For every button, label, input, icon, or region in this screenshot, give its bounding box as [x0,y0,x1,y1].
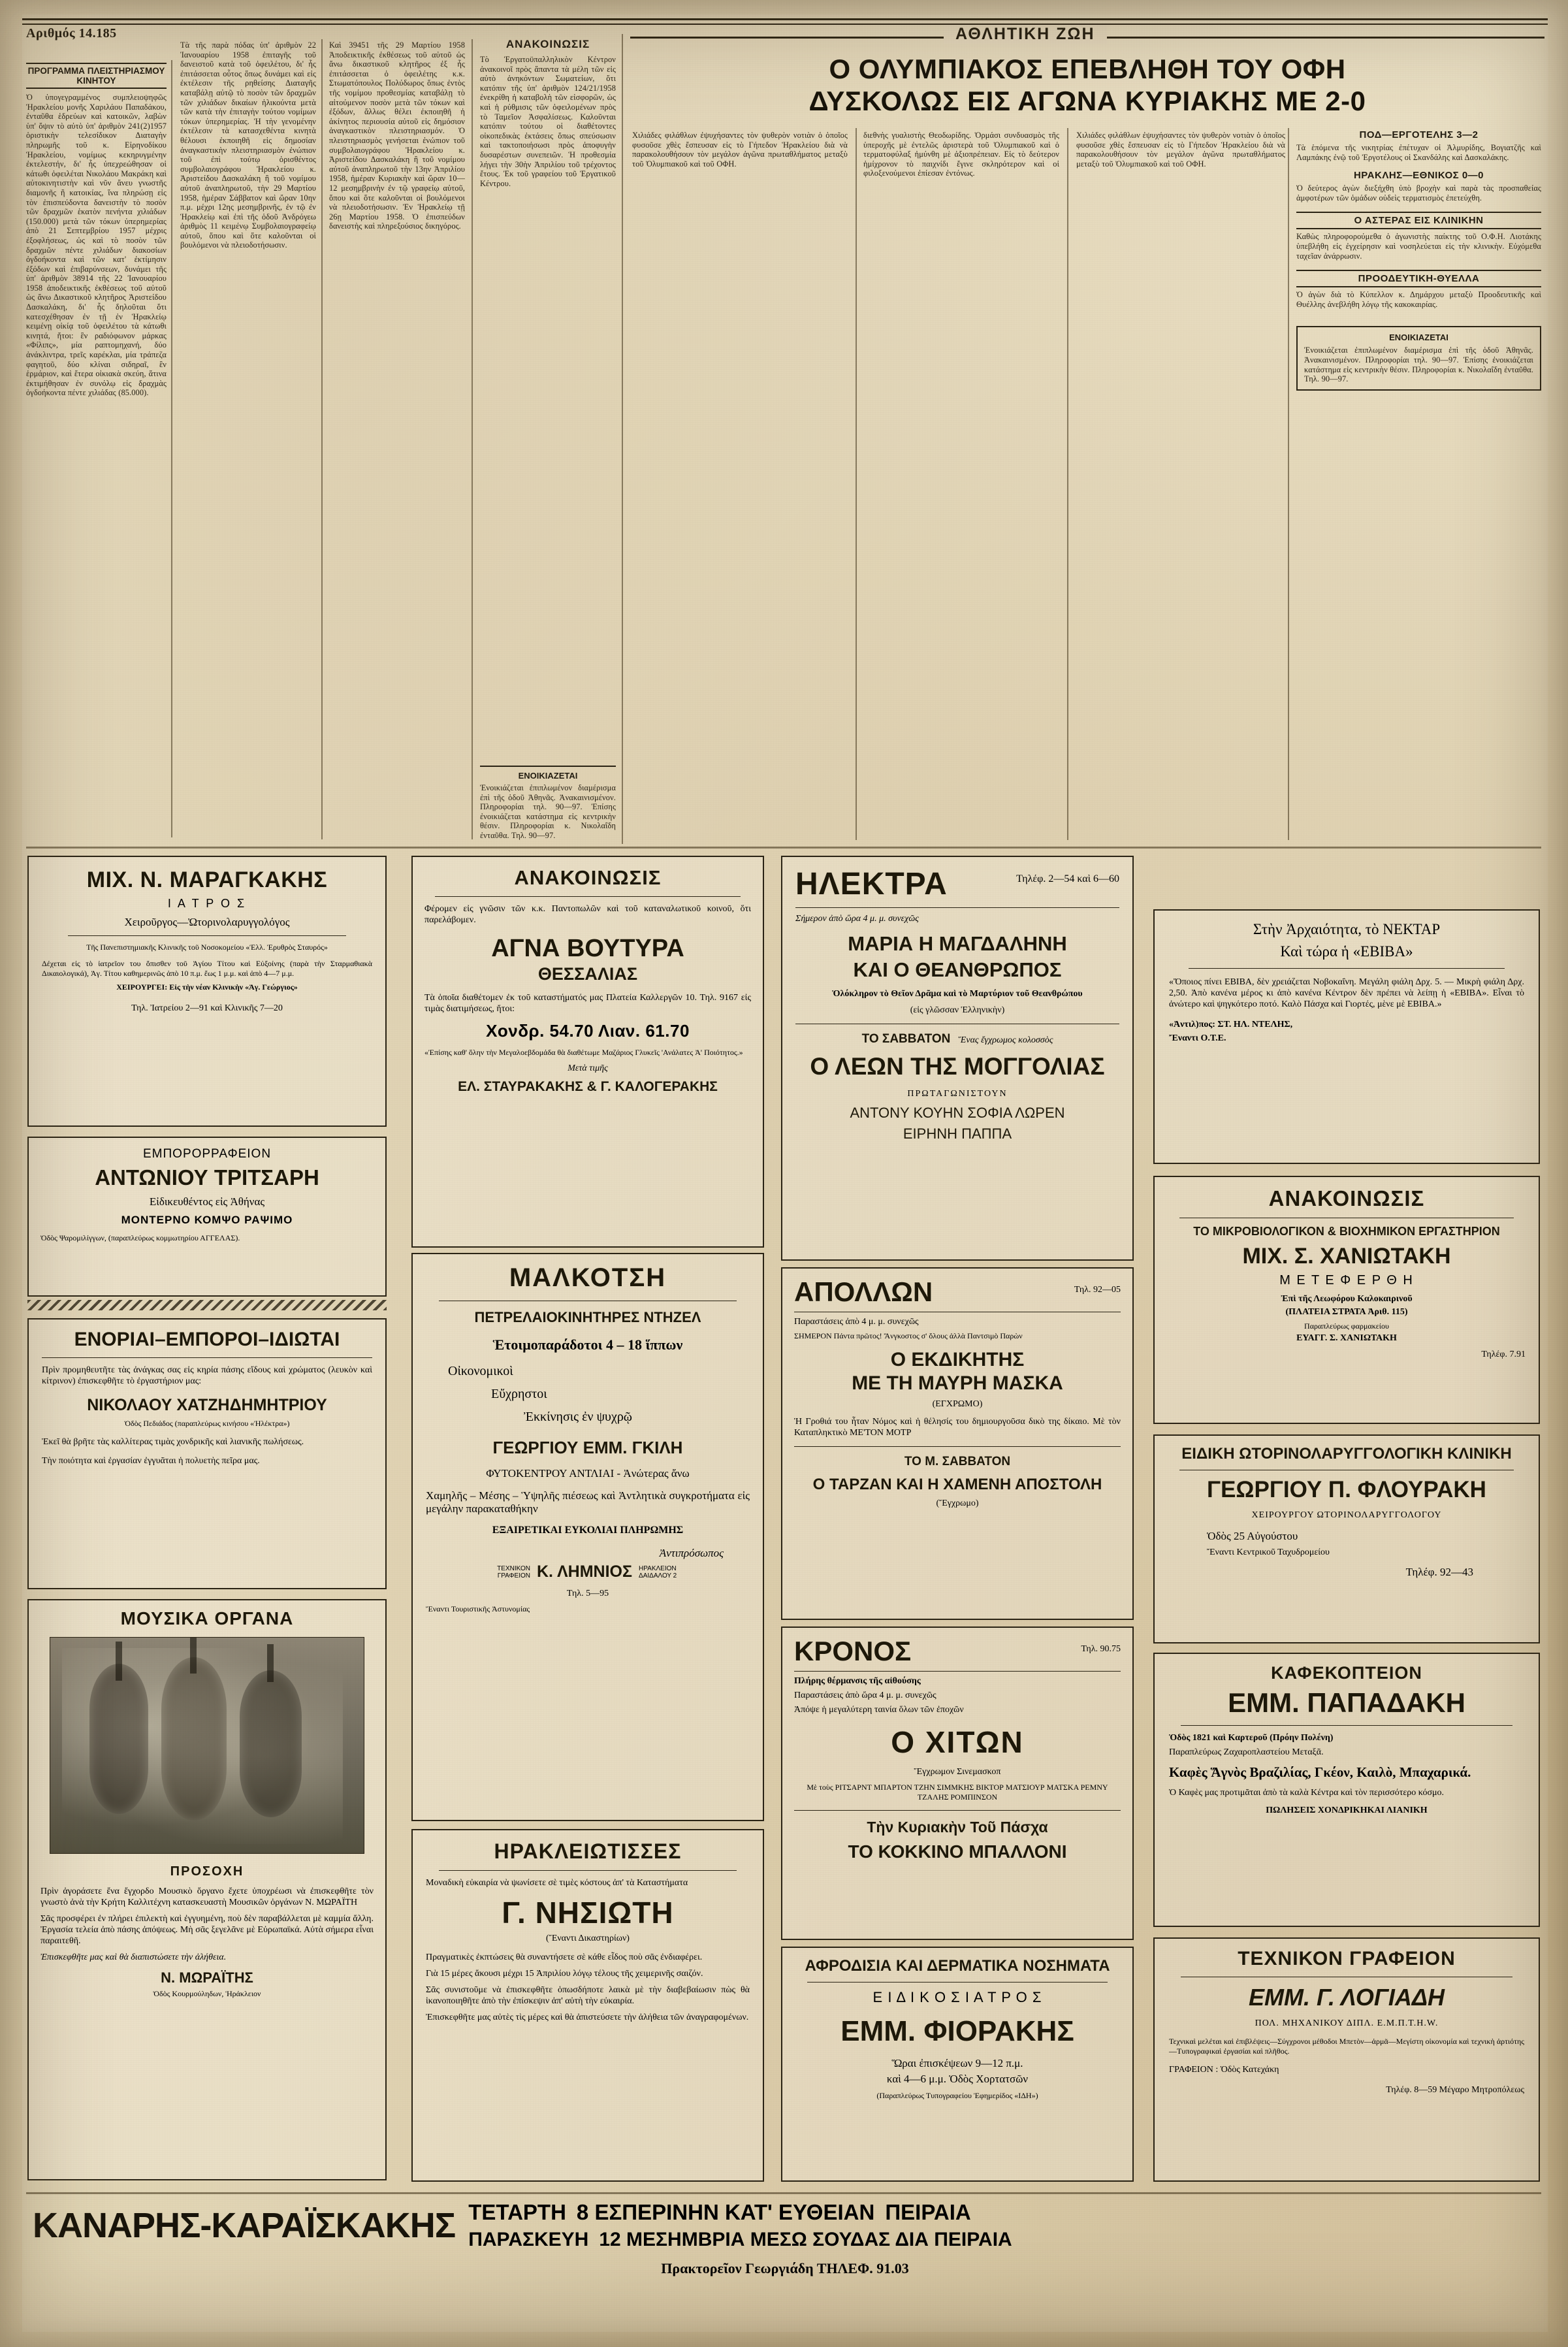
apollon-name: ΑΠΟΛΛΩΝ [794,1276,933,1307]
instruments-photo [50,1637,364,1854]
column-rule-4 [622,34,623,844]
chaniotaki-name2: ΕΥΑΓΓ. Σ. ΧΑΝΙΩΤΑΚΗ [1296,1333,1397,1343]
chaniotaki-phone: Τηλέφ. 7.91 [1481,1350,1526,1359]
doctor-phone: Τηλ. Ἰατρείου 2—91 καὶ Κλινικῆς 7—20 [131,1003,283,1013]
eviva-sign2: Ἔναντι Ο.Τ.Ε. [1169,1033,1226,1043]
ad-fiorakis [781,1947,1134,2182]
column-rule-6 [1067,128,1068,840]
eviva-body: «Ὅποιος πίνει ΕΒΙΒΑ, δὲν χρειάζεται Νοβοκαΐνη. Μεγάλη φιάλη Δρχ. 5. — Μικρὴ φιάλη Δρχ. 2,50. Ἀπὸ κανένα μέρος κι ἀπὸ κανένα Κέντρον δὲν πρέπει νὰ λείπῃ ἡ «ΕΒΙΒΑ». Εἶναι τὸ ἀνώτερο καὶ ψηγκότερο ποτό. Καλὸ Πάσχα καὶ Γιορτές, μὲνε μὲ ΕΒΙΒΑ.» [1169,977,1524,1009]
ad-cinema-apollon [781,1267,1134,1620]
papadaki-line1: Καφὲς Ἅγνὸς Βραζιλίας, Γκέον, Καιλὸ, Μπαχαρικά. [1169,1764,1471,1780]
doctor-name: ΜΙΧ. Ν. ΜΑΡΑΓΚΑΚΗΣ [86,867,328,892]
ilektra-film-desc: Ὁλόκληρον τὸ Θεῖον Δρᾶμα καὶ τὸ Μαρτύριον τοῦ Θεανθρώπου [832,989,1083,999]
kronos-cast: Μὲ τοὺς ΡΙΤΣΑΡΝΤ ΜΠΑΡΤΟΝ ΤΖΗΝ ΣΙΜΜΚΗΣ ΒΙΚΤΟΡ ΜΑΤΣΙΟΥΡ ΜΑΤΣΚΑ ΡΕΜΝΥ ΤΖΑΛΗΣ ΡΟΜΠΙΝΣΟΝ [807,1783,1108,1802]
shop-body4: Ἐπισκεφθῆτε μας αὐτὲς τὶς μέρες καὶ θὰ ἀπιστεύσετε τὴν ἀλήθεια τῶν ἀναγραφομένων. [426,2013,749,2022]
malkotsi-rep-name: Κ. ΛΗΜΝΙΟΣ [536,1562,633,1581]
subhead-iraklis: ΗΡΑΚΛΗΣ—ΕΘΝΙΚΟΣ 0—0 [1353,170,1484,182]
ad-mousika-organa [27,1599,387,2180]
ad-cinema-ilektra [781,856,1134,1261]
apollon-shows: Παραστάσεις ἀπὸ 4 μ. μ. συνεχῶς [794,1317,919,1327]
fiorakis-hours2: καὶ 4—6 μ.μ. Ὁδὸς Χορτατσῶν [886,2073,1029,2085]
logiadi-kicker: ΤΕΧΝΙΚΟΝ ΓΡΑΦΕΙΟΝ [1238,1948,1456,1969]
ad-irakleiotisses [411,1829,764,2182]
ilektra-film1: ΜΑΡΙΑ Η ΜΑΓΔΑΛΗΝΗ [848,932,1067,955]
sports-column-2: διεθνὴς γυαλιστὴς Θεοδωρίδης. Ὁρμάσι συνδυασμὸς τῆς ὑπεροχῆς μὲ ἐντελῶς ἀριστερὰ τοῦ Ὀλυμπιακοῦ καὶ ὁ τερματοφύλαξ ἠμύνθη μὲ ἀξιοπρέπειαν. Εἰς τὸ δεύτερον ἡμίχρονον τὸ παιχνίδι ἔγινε σκληρότερον καὶ οἱ φιλοξενούμενοι ἐπίεσαν ἐντόνως. [863,131,1059,178]
tailor-kicker: ΕΜΠΟΡΟΡΡΑΦΕΙΟΝ [142,1147,272,1161]
shop-title: ΗΡΑΚΛΕΙΩΤΙΣΣΕΣ [494,1839,682,1863]
rent-notice-heading: ΕΝΟΙΚΙΑΖΕΤΑΙ [1389,332,1448,343]
instruments-attention: ΠΡΟΣΟΧΗ [170,1864,244,1879]
issue-number: Αριθμός 14.185 [26,26,117,40]
chaniotaki-addr2: (ΠΛΑΤΕΙΑ ΣΤΡΑΤΑ Ἀριθ. 115) [1285,1307,1408,1317]
malkotsi-name: ΓΕΩΡΓΙΟΥ ΕΜΜ. ΓΚΙΛΗ [492,1438,683,1457]
apollon-today: ΣΗΜΕΡΟΝ Πάντα πρῶτος! Ἄνγκοστος σ' ὅλους ἀλλὰ Παντσιμὸ Παρὼν [794,1331,1023,1340]
kronos-sun-label: Τὴν Κυριακὴν Τοῦ Πάσχα [867,1819,1048,1836]
news-column-3: Καὶ 39451 τῆς 29 Μαρτίου 1958 Ἀποδεικτικῆς ἐκθέσεως τοῦ αὐτοῦ ὡς ἄνω δικαστικοῦ κλητῆρος ἐξ ἧς ἐπιτάσσεται ὁ ὀφειλέτης κ.κ. Στωματόπουλος Πολύδωρος ὅπως ἐντὸς τῆς νομίμου προθεσμίας καταβάλῃ τὸ αἰτούμενον ποσὸν μετὰ τῶν τόκων καὶ ἐξόδων, ἄλλως θέλει ἐκποιηθῆ ἡ ἀκίνητος περιουσία αὐτοῦ εἰς δημόσιον ἀναγκαστικὸν πλειστηριασμόν. Ὁ πλειστηριασμὸς γενήσεται ἐνώπιον τοῦ συμβολαιογράφου Ἡρακλείου κ. Ἀριστείδου Δασκαλάκη ἢ τοῦ νομίμου αὐτοῦ ἀναπληρωτοῦ τὴν 13ην Ἀπριλίου 1958, ἡμέραν Κυριακὴν καὶ ὥραν 10—12 μεσημβρινὴν ἐν τῷ γραφείῳ αὐτοῦ, ὅπου καὶ ὅτε καλοῦνται οἱ βουλόμενοι νὰ πλειοδοτήσωσιν. Ἐν Ἡρακλείῳ τῇ 26ῃ Μαρτίου 1958. Ὁ ἐπισπεύδων δανειστὴς καὶ πληρεξούσιος δικηγόρος. [329,40,465,231]
chaniotaki-lab-line: ΤΟ ΜΙΚΡΟΒΙΟΛΟΓΙΚΟΝ & ΒΙΟΧΗΜΙΚΟΝ ΕΡΓΑΣΤΗΡΙΟΝ [1193,1225,1500,1238]
apollon-film1-desc: Ἡ Γροθιά του ἦταν Νόμος καὶ ἡ θέλησίς του δημιουργοῦσα δικὸ της δίκαιο. Μὲ τὸν Καταπληκτικὸ ΜΕ'ΤΟΝ ΜΟΤΡ [794,1417,1121,1438]
ad-tritsaris [27,1137,387,1297]
chaniotaki-addr1: Ἐπὶ τῆς Λεωφόρου Καλοκαιρινοῦ [1281,1294,1413,1304]
doctor-hours: Δέχεται εἰς τὸ ἰατρεῖον του ὄπισθεν τοῦ Ἁγίου Τίτου καὶ Εὐξοίνης (παρὰ τὴν Σταρμαθιακὰ Δικαιολογικά), Ἁγ. Τίτου καθημερινῶς ἀπὸ 10 π.μ. ἕως 1 μ.μ. καὶ ἀπὸ 4—7 μ.μ. [42,959,372,978]
butter-announcement-heading: ΑΝΑΚΟΙΝΩΣΙΣ [514,866,662,889]
logiadi-phone: Τηλέφ. 8—59 Μέγαρο Μητροπόλεως [1386,2085,1524,2095]
malkotsi-line5: ΦΥΤΟΚΕΝΤΡΟΥ ΑΝΤΛΙΑΙ - Ἀνώτερας ἄνω [486,1467,690,1480]
kronos-line1: Πλήρης θέρμανσις τῆς αἰθούσης [794,1676,921,1686]
rent-notice-body: Ἐνοικιάζεται ἐπιπλωμένον διαμέρισμα ἐπὶ τῆς ὁδοῦ Ἀθηνᾶς. Ἀνακαινισμένον. Πληροφορίαι τηλ. 90—97. Ἐπίσης ἐνοικιάζεται κατάστημα εἰς κεντρικὴν θέσιν. Πληροφορίαι κ. Νικολαΐδη ἐνταῦθα. Τηλ. 90—97. [1304,346,1533,384]
eviva-line1: Στὴν Ἀρχαιότητα, τὸ ΝΕΚΤΑΡ [1253,921,1441,937]
flourakis-name: ΓΕΩΡΓΙΟΥ Π. ΦΛΟΥΡΑΚΗ [1207,1477,1486,1502]
kronos-sun-film: ΤΟ ΚΟΚΚΙΝΟ ΜΠΑΛΛΟΝΙ [848,1841,1067,1862]
top-rule [22,18,1548,20]
ilektra-film1b: ΚΑΙ Ο ΘΕΑΝΘΡΩΠΟΣ [853,958,1062,981]
kronos-film: Ο ΧΙΤΩΝ [891,1725,1024,1759]
ilektra-sat-desc: Ἕνας ἔγχρωμος κολοσσὸς [958,1035,1053,1045]
subhead-clinic: Ο ΑΣΤΕΡΑΣ ΕΙΣ ΚΛΙΝΙΚΗΝ [1296,212,1541,229]
section-divider [26,847,1541,849]
kronos-phone: Τηλ. 90.75 [1081,1644,1121,1654]
malkotsi-line7: ΕΞΑΙΡΕΤΙΚΑΙ ΕΥΚΟΛΙΑΙ ΠΛΗΡΩΜΗΣ [492,1525,684,1536]
doctor-surgery: ΧΕΙΡΟΥΡΓΕΙ: Εἰς τὴν νέαν Κλινικὴν «Ἁγ. Γεώργιος» [116,982,298,992]
logiadi-body: Τεχνικαὶ μελέται καὶ ἐπιβλέψεις—Σύγχρονοι μέθοδοι Μπετὸν—ἀρμᾶ—Μεγίστη οἰκονομία καὶ τεχνικὴ ἀρτιότης—Τυπογραφικαὶ ἐργασίαι καὶ πλῆθος. [1169,2037,1524,2056]
malkotsi-phone: Τηλ. 5—95 [566,1589,609,1598]
ad-chaniotaki [1153,1176,1540,1424]
apollon-film1-l2: ΜΕ ΤΗ ΜΑΥΡΗ ΜΑΣΚΑ [852,1372,1063,1394]
ad-malkotsi [411,1253,764,1821]
candles-line1: Ἐκεῖ θὰ βρῆτε τὰς καλλίτερας τιμὰς χονδρικῆς καὶ λιανικῆς πωλήσεως. [42,1437,304,1447]
shop-address: (Ἔναντι Δικαστηρίων) [546,1934,630,1943]
butter-note: «Ἐπίσης καθ' ὅλην τὴν Μεγαλοεβδομάδα θὰ διαθέτωμε Μαζάριος Γλυκεῖς 'Ανάλατες Ἀ' Ποιότητος.» [424,1048,743,1057]
announcement-body: Τὸ Ἐργατοϋπαλληλικὸν Κέντρον ἀνακοινοῖ πρὸς ἅπαντα τὰ μέλη τῶν εἰς αὐτὸ ἀνηκόντων Σωματείων, ὅτι κατόπιν τῆς ὑπ' ἀριθμὸν 124/21/1958 ἐνεκρίθη ἡ καταβολὴ τῶν εἰσφορῶν, ὡς καὶ ἡ ρύθμισις τῶν ὀφειλομένων πρὸς τὸ Ταμεῖον Ἀσφαλίσεως. Καλοῦνται κατόπιν τούτου οἱ διαθέτοντες οἰκοπεδικὰς ἐκτάσεις ὅπως σπεύσωσιν καὶ τακτοποιήσωσι πρὸς ἀποφυγὴν δυσαρέστων συνεπειῶν. Ἡ προθεσμία λήγει τὴν 30ὴν Ἀπριλίου τοῦ τρέχοντος ἔτους. Ἐκ τοῦ γραφείου τοῦ Ἐργατικοῦ Κέντρου. [480,55,616,188]
ad-enoriai [27,1318,387,1589]
ilektra-cast: ΑΝΤΟΝΥ ΚΟΥΗΝ ΣΟΦΙΑ ΛΩΡΕΝ [850,1105,1065,1121]
auction-program-title: ΠΡΟΓΡΑΜΜΑ ΠΛΕΙΣΤΗΡΙΑΣΜΟΥ ΚΙΝΗΤΟΥ [26,63,167,89]
ad-eviva [1153,909,1540,1164]
doctor-role: Ι Α Τ Ρ Ο Σ [167,897,247,910]
sports-lead: Χιλιάδες φιλάθλων ἐψυχήσαντες τὸν ψυθερὸν νοτιὰν ὁ ὁποῖος φυσοῦσε χθὲς ἔσπευσαν εἰς τὸ Γήπεδον Ἡρακλείου διὰ νὰ παρακολουθήσουν τὸν μεγάλον ἀγῶνα πρωταθλήματος μεταξὺ τοῦ Ὀλυμπιακοῦ καὶ τοῦ ΟΦΗ. [632,131,848,169]
papadaki-name: ΕΜΜ. ΠΑΠΑΔΑΚΗ [1228,1687,1465,1718]
malkotsi-rep-label: Ἀντιπρόσωπος [659,1547,724,1559]
candles-intro: Πρὶν προμηθευτῆτε τὰς ἀνάγκας σας εἰς κηρία πάσης εἴδους καὶ χρώματος (λευκὸν καὶ κίτρινον) ἐπισκεφθῆτε τὸ ἐργαστήριον μας: [42,1365,372,1386]
instruments-name: Ν. ΜΩΡΑΪΤΗΣ [161,1969,253,1986]
malkotsi-title: ΜΑΛΚΟΤΣΗ [509,1263,667,1292]
apollon-sat-film: Ο ΤΑΡΖΑΝ ΚΑΙ Η ΧΑΜΕΝΗ ΑΠΟΣΤΟΛΗ [812,1476,1102,1493]
ilektra-film-lang: (εἰς γλῶσσαν Ἑλληνικὴν) [910,1005,1005,1015]
for-rent-body: Ἐνοικιάζεται ἐπιπλωμένον διαμέρισμα ἐπὶ τῆς ὁδοῦ Ἀθηνᾶς. Ἀνακαινισμένον. Πληροφορίαι τηλ. 90—97. Ἐπίσης ἐνοικιάζεται κατάστημα εἰς κεντρικὴν θέσιν. Πληροφορίαι κ. Νικολαΐδη ἐνταῦθα. Τηλ. 90—97. [480,783,616,840]
instruments-body3: Ἐπισκεφθῆτε μας καὶ θὰ διαπιστώσετε τὴν ἀλήθεια. [40,1952,227,1962]
ship-time1: 8 ΕΣΠΕΡΙΝΗΝ ΚΑΤ' ΕΥΘΕΙΑΝ [576,2200,875,2224]
chaniotaki-name: ΜΙΧ. Σ. ΧΑΝΙΩΤΑΚΗ [1242,1244,1451,1269]
ilektra-cast-label: ΠΡΩΤΑΓΩΝΙΣΤΟΥΝ [907,1089,1008,1099]
butter-title1: ΑΓΝΑ ΒΟΥΤΥΡΑ [491,935,684,962]
ilektra-sat-film: Ο ΛΕΩΝ ΤΗΣ ΜΟΓΓΟΛΙΑΣ [810,1053,1105,1080]
clinic-text: Καθὼς πληροφορούμεθα ὁ ἀγωνιστὴς παίκτης τοῦ Ο.Φ.Η. Λιοτάκης ὑπεβλήθη εἰς ἐγχείρησιν καὶ νοσηλεύεται εἰς τὴν κλινικὴν. Εὐχόμεθα ταχεῖαν ἀνάρρωσιν. [1296,232,1541,261]
pod-text: Τὰ ἑπόμενα τῆς νικητρίας ἐπέτυχαν οἱ Ἀλμυρίδης, Βογιατζῆς καὶ Λαμπάκης ἐνῷ τοῦ Ἐργοτέλους οἱ Σκανδάλης καὶ Δασκαλάκης. [1296,143,1541,162]
malkotsi-line1: Ἑτοιμοπαράδοτοι 4 – 18 ἵππων [492,1336,683,1353]
candles-address: Ὁδὸς Πεδιάδος (παραπλεύρως κινήσου «Ἠλέκτρα») [124,1419,290,1428]
fiorakis-name: ΕΜΜ. ΦΙΟΡΑΚΗΣ [840,2015,1074,2047]
apollon-sat-note: (Ἔγχρωμο) [936,1498,979,1508]
instruments-body: Πρὶν ἀγοράσετε ἕνα ἔγχορδο Μουσικὸ ὄργανο ἔχετε ὑποχρέωσι νὰ ἐπισκεφθῆτε τὸν γνωστὸ ἀνὰ τὴν Κρήτη Καλλιτέχνη κατασκευαστὴ Μουσικῶν ὀργάνων Ν. ΜΩΡΑΪΤΗ [40,1886,374,1907]
shop-name: Γ. ΝΗΣΙΩΤΗ [502,1896,674,1930]
apollon-phone: Τηλ. 92—05 [1074,1285,1121,1295]
chaniotaki-near: Παραπλεύρως φαρμακείου [1304,1321,1389,1331]
thyella-text: Ὁ ἀγὼν διὰ τὸ Κύπελλον κ. Δημάρχου μεταξὺ Προοδευτικῆς καὶ Θυέλλης ἀνεβλήθη λόγῳ τῆς κακοκαιρίας. [1296,290,1541,309]
instruments-title: ΜΟΥΣΙΚΑ ΟΡΓΑΝΑ [120,1608,294,1628]
kronos-line2: Παραστάσεις ἀπὸ ὥρα 4 μ. μ. συνεχῶς [794,1691,936,1700]
column-rule-2 [321,39,323,839]
malkotsi-foot: Ἔναντι Τουριστικῆς Ἀστυνομίας [426,1604,530,1613]
ship-day1: ΤΕΤΑΡΤΗ [468,2200,566,2224]
fiorakis-hours1: Ὥραι ἐπισκέψεων 9—12 π.μ. [891,2057,1023,2069]
shop-body2: Γιὰ 15 μέρες ἄκουσι μέχρι 15 Ἀπριλίου λόγῳ τέλους τῆς χειμερινῆς σαιζόν. [426,1969,703,1979]
malkotsi-line6: Χαμηλῆς – Μέσης – Ὑψηλῆς πιέσεως καὶ Ἀντλητικὰ συγκροτήματα εἰς μεγάλην παρακαταθήκην [426,1489,750,1515]
malkotsi-line2: Οἰκονομικοὶ [448,1364,513,1378]
subhead-thyella: ΠΡΟΟΔΕΥΤΙΚΗ-ΘΥΕΛΛΑ [1296,270,1541,287]
butter-mid: Μετὰ τιμῆς [568,1063,608,1073]
iraklis-text: Ὁ δεύτερος ἀγὼν διεξήχθη ὑπὸ βροχὴν καὶ παρὰ τὰς προσπαθείας ἀμφοτέρων τῶν ὁμάδων οὐδεὶς τερματισμὸς ἐπετεύχθη. [1296,184,1541,202]
flourakis-title: ΕΙΔΙΚΗ ΩΤΟΡΙΝΟΛΑΡΥΓΓΟΛΟΓΙΚΗ ΚΛΙΝΙΚΗ [1181,1445,1512,1463]
ilektra-phone: Τηλέφ. 2—54 καὶ 6—60 [1016,873,1119,884]
tailor-line1: Εἰδικευθέντος εἰς Ἀθήνας [149,1195,265,1208]
column-rule-1 [171,60,172,837]
news-column-2: Τὰ τῆς παρὰ πόδας ὑπ' ἀριθμὸν 22 Ἰανουαρίου 1958 ἐπιταγῆς τοῦ δανειστοῦ κατὰ τοῦ ὀφειλέτου, δι' ἧς ἐπιτάσσεται οὗτος ὅπως δυνάμει καὶ εἰς ἐκτέλεσιν τῆς ρηθείσης Διαταγῆς καταβάλῃ αὐτῷ τὸ ποσὸν τῶν δραχμῶν τῶν χιλιάδων δικαίων ἡλικούντα μετὰ τῶν κατὰ τὴν ἐπιταγὴν τούτου νομίμων τόκων ὑπερημερίας. Ἡ τὴν γενομένην ἐκτέλεσιν τὰ κατασχεθέντα κινητὰ θέλουσι ἐκποιηθῆ εἰς δημοσίαν ἀναγκαστικὴν πλειστηριασμὸν ἐνώπιον τοῦ ἐπὶ τούτῳ ὁρισθέντος συμβολαιογράφου Ἡρακλείου κ. Ἀριστείδου Δασκαλάκη ἢ τοῦ νομίμου αὐτοῦ ἀναπληρωτοῦ, τὴν 29 Μαρτίου 1958, ἡμέραν Σάββατον καὶ ὥραν 10ην π.μ. μέχρι 12ης μεσημβρινῆς, ἐν τῷ ἐν Ἡρακλείῳ καὶ ἐπὶ τῆς ὁδοῦ Ἀνδρόγεω ἀριθμὸς 11 κειμένῳ Συμβολαιογραφείῳ αὐτοῦ, ὅπου καὶ ὅτε καλοῦνται οἱ βουλόμενοι νὰ πλειοδοτήσωσιν. [180,40,316,250]
doctor-hospital: Τῆς Πανεπιστημιακῆς Κλινικῆς τοῦ Νοσοκομείου «Ἑλλ. Ἐρυθρὸς Σταυρός» [86,943,328,952]
tailor-address: Ὁδὸς Ψαρομιλίγγων, (παραπλεύρως κομμωτηρίου ΑΓΓΕΛΑΣ). [40,1233,240,1242]
kronos-film-note: Ἔγχρωμον Σινεμασκοπ [914,1767,1001,1777]
candles-line2: Τὴν ποιότητα καὶ ἐργασίαν ἐγγυᾶται ἡ πολυετὴς πεῖρα μας. [42,1456,260,1466]
fiorakis-address: (Παραπλεύρως Τυπογραφείου Ἐφημερίδος «ΙΔΗ») [876,2091,1038,2100]
butter-body: Τὰ ὁποῖα διαθέτομεν ἐκ τοῦ καταστήματός μας Πλατεία Καλλεργῶν 10. Τηλ. 9167 εἰς τιμὰς διατιμήσεως, ἤτοι: [424,993,751,1014]
ad-cinema-kronos [781,1627,1134,1940]
zigzag-divider [27,1300,387,1310]
apollon-sat-label: ΤΟ Μ. ΣΑΒΒΑΤΟΝ [904,1455,1011,1468]
malkotsi-sub: ΠΕΤΡΕΛΑΙΟΚΙΝΗΤΗΡΕΣ ΝΤΗΖΕΛ [474,1309,701,1325]
announcement-heading: ΑΝΑΚΟΙΝΩΣΙΣ [505,38,590,50]
ad-shipping-banner [27,2200,1543,2298]
column-rule-5 [856,128,857,840]
ilektra-name: ΗΛΕΚΤΡΑ [795,867,948,901]
fiorakis-title: ΑΦΡΟΔΙΣΙΑ ΚΑΙ ΔΕΡΜΑΤΙΚΑ ΝΟΣΗΜΑΤΑ [805,1957,1110,1975]
malkotsi-line4: Ἐκκίνησις ἐν ψυχρῷ [524,1410,632,1424]
chaniotaki-moved: Μ Ε Τ Ε Φ Ε Ρ Θ Η [1279,1273,1414,1287]
tailor-name: ΑΝΤΩΝΙΟΥ ΤΡΙΤΣΑΡΗ [95,1165,319,1190]
papadaki-line2: Ὁ Καφὲς μας προτιμᾶται ἀπὸ τὰ καλὰ Κέντρα καὶ τὸν περισσότερο κόσμο. [1169,1788,1444,1798]
ship-dest1: ΠΕΙΡΑΙΑ [885,2200,971,2224]
doctor-spec: Χειροῦργος—Ὠτορινολαρυγγολόγος [124,916,290,928]
chaniotaki-heading: ΑΝΑΚΟΙΝΩΣΙΣ [1268,1186,1425,1210]
ad-papadaki [1153,1653,1540,1927]
ship-names: ΚΑΝΑΡΗΣ-ΚΑΡΑΪΣΚΑΚΗΣ [33,2206,456,2245]
logiadi-role: ΠΟΛ. ΜΗΧΑΝΙΚΟΥ ΔΙΠΛ. Ε.Μ.Π.Τ.Η.W. [1255,2018,1439,2028]
shop-body: Πραγματικὲς ἐκπτώσεις θὰ συναντήσετε σὲ κάθε εἶδος ποὺ σᾶς ἐνδιαφέρει. [426,1952,703,1962]
ad-logiadi [1153,1937,1540,2182]
tailor-line2: ΜΟΝΤΕΡΝΟ ΚΟΜΨΟ ΡΑΨΙΜΟ [121,1214,293,1226]
subhead-pod: ΠΟΔ—ΕΡΓΟΤΕΛΗΣ 3—2 [1359,129,1479,140]
papadaki-address: Ὁδὸς 1821 καὶ Καρτεροῦ (Πρόην Πολένη) [1169,1733,1334,1743]
column-rule-3 [472,39,473,839]
butter-sub: Φέρομεν εἰς γνῶσιν τῶν κ.κ. Παντοπωλῶν καὶ τοῦ καταναλωτικοῦ κοινοῦ, ὅτι παρελάβομεν. [424,904,751,925]
ad-maragkakis [27,856,387,1127]
column-rule-7 [1288,128,1289,840]
kronos-line3: Ἀπόψε ἡ μεγαλύτερη ταινία ὅλων τῶν ἐποχῶν [794,1705,964,1715]
sports-section-title: ΑΘΛΗΤΙΚΗ ΖΩΗ [944,25,1107,44]
flourakis-addr2: Ἔναντι Κεντρικοῦ Ταχυδρομείου [1207,1547,1330,1557]
flourakis-role: ΧΕΙΡΟΥΡΓΟΥ ΩΤΟΡΙΝΟΛΑΡΥΓΓΟΛΟΓΟΥ [1251,1510,1442,1520]
shop-body3: Σᾶς συνιστοῦμε νὰ ἐπισκεφθῆτε ὁπωσδήποτε λαικὰ μὲ τὴν διαβεβαίωσιν πὼς θὰ ἱκανοποιηθῆτε ἀπὸ τὴν ἐπίσκεψιν ἀπ' αὐτὴ τὴν εὐκαιρία. [426,1985,750,2006]
butter-price: Χονδρ. 54.70 Λιαν. 61.70 [486,1021,690,1041]
eviva-sign1: «Ἀντιλ)πος: ΣΤ. ΗΛ. ΝΤΕΛΗΣ, [1169,1020,1293,1029]
instruments-address: Ὁδὸς Κουρμούληδων, Ἡράκλειον [153,1989,261,1998]
auction-program-body: Ὁ ὑπογεγραμμένος συμπλειοψηφῶς Ἡρακλείου μονῆς Χαριλάου Παπαδάκου, ἐνταῦθα ἑδρεύων καὶ κατοικῶν, λαβὼν ὑπ' ὄψιν τὸ αὐτὸ ὑπ' ἀριθμὸν 241(2)1957 ὁριστικὴν τελεσίδικον Διαταγὴν πληρωμῆς τοῦ κ. Εἰρηνοδίκου Ἡρακλείου, νομίμως κεκηρυγμένην ἐκτελεστήν, δι' ἧς ὑπεχρεώθησαν οἱ κάτωθι ὀφειλέται Νικολάου Μακράκη καὶ αὐτοκινητιστὴν καὶ νῦν ἄνευ γνωστῆς διαμονῆς ἢ κατοικίας, ἵνα πληρώσῃ εἰς τὸν ἐπισπεύδοντα δανειστὴν τὸ ποσὸν τῶν δραχμῶν ἑκατὸν πενήντα χιλιάδων (150.000) μετὰ τῶν τόκων ὑπερημερίας ἀπὸ 21 Σεπτεμβρίου 1957 μέχρις ἐξοφλήσεως, ὡς καὶ τὸ ποσὸν τῶν δραχμῶν πέντε χιλιάδων διακοσίων ὀγδοήκοντα καὶ τῶν κατ' ἐκτίμησιν ἐξόδων καὶ ἐπιβαρύνσεων, δυνάμει τῆς ὑπ' ἀριθμὸν 38914 τῆς 22 Ἰανουαρίου 1958 ἀποδεικτικῆς ἐκθέσεως τοῦ αὐτοῦ ὡς ἄνω Δικαστικοῦ κλητῆρος Ἀριστείδου Δασκαλάκη, δι' ἧς δηλοῦται ὅτι κατεσχέθησαν ἐν τῇ ἐν Ἡρακλείῳ κειμένῃ οἰκίᾳ τοῦ ὀφειλέτου τὰ κάτωθι κινητά, ἤτοι: ἓν ραδιόφωνον μάρκας «Φίλιπς», μία ραπτομηχανή, δύο ἀνάκλιντρα, τρεῖς καρέκλαι, μία τράπεζα φαγητοῦ, δύο κλίναι σιδηραῖ, ἓν ἑρμάριον, καὶ ἕτερα οἰκιακὰ σκεύη, ἅτινα ἐκτιμήθησαν ἐν συνόλῳ εἰς δραχμὰς ὀγδοήκοντα πέντε χιλιάδας (85.000). [26,93,167,398]
candles-name: ΝΙΚΟΛΑΟΥ ΧΑΤΖΗΔΗΜΗΤΡΙΟΥ [87,1396,327,1414]
butter-name: ΕΛ. ΣΤΑΥΡΑΚΑΚΗΣ & Γ. ΚΑΛΟΓΕΡΑΚΗΣ [458,1079,718,1094]
bottom-divider [26,2192,1541,2194]
flourakis-phone: Τηλέφ. 92—43 [1405,1566,1473,1578]
kronos-name: ΚΡΟΝΟΣ [794,1636,912,1666]
for-rent-heading: ΕΝΟΙΚΙΑΖΕΤΑΙ [518,771,578,781]
eviva-line2: Καὶ τώρα ἡ «ΕΒΙΒΑ» [1280,943,1413,960]
divider [480,766,616,767]
malkotsi-office-label: ΤΕΧΝΙΚΟΝ ΓΡΑΦΕΙΟΝ [497,1564,530,1579]
ship-agency: Πρακτορεῖον Γεωργιάδη ΤΗΛΕΦ. 91.03 [661,2260,909,2276]
butter-title2: ΘΕΣΣΑΛΙΑΣ [537,964,638,984]
ad-flourakis [1153,1434,1540,1643]
sports-headline-line1: Ο ΟΛΥΜΠΙΑΚΟΣ ΕΠΕΒΛΗΘΗ ΤΟΥ ΟΦΗ [829,54,1346,84]
logiadi-name: ΕΜΜ. Γ. ΛΟΓΙΑΔΗ [1248,1984,1445,2011]
logiadi-office: ΓΡΑΦΕΙΟΝ : Ὁδὸς Κατεχάκη [1169,2065,1279,2075]
ad-voutyra [411,856,764,1248]
malkotsi-line3: Εὔχρηστοι [491,1387,547,1401]
ilektra-sat-label: ΤΟ ΣΑΒΒΑΤΟΝ [861,1032,951,1046]
ilektra-cast2: ΕΙΡΗΝΗ ΠΑΠΠΑ [903,1125,1012,1142]
flourakis-addr1: Ὁδὸς 25 Αὐγούστου [1207,1530,1298,1542]
fiorakis-role: Ε Ι Δ Ι Κ Ο Σ Ι Α Τ Ρ Ο Σ [872,1989,1042,2005]
papadaki-near: Παραπλεύρως Ζαχαροπλαστείου Μεταξᾶ. [1169,1747,1324,1757]
instruments-body2: Σᾶς προσφέρει ἐν πλήρει ἐπιλεκτὴ καὶ ἐγγυημένη, ποὺ δὲν παραβάλλεται μὲ καμμία ἄλλη. Ἐργασία τελεία ἀπὸ πάσης ἀπόψεως. Μὴ σᾶς ξεγελᾶνε μὲ Εὐρωπαϊκά. Αὐτὰ σήμερα εἶναι παραιτεθῆ. [40,1914,374,1946]
papadaki-kicker: ΚΑΦΕΚΟΠΤΕΙΟΝ [1271,1663,1422,1683]
apollon-film1-l1: Ο ΕΚΔΙΚΗΤΗΣ [890,1349,1025,1370]
sports-headline-line2: ΔΥΣΚΟΛΩΣ ΕΙΣ ΑΓΩΝΑ ΚΥΡΙΑΚΗΣ ΜΕ 2-0 [808,86,1366,116]
ilektra-today: Σήμερον ἀπὸ ὥρα 4 μ. μ. συνεχῶς [795,914,919,924]
shop-sub: Μοναδικὴ εὐκαιρία νὰ ψωνίσετε σὲ τιμὲς κόστους ἀπ' τὰ Καταστήματα [426,1878,688,1888]
apollon-film1-note: (ΕΓΧΡΩΜΟ) [932,1399,983,1409]
candles-title: ΕΝΟΡΙΑΙ–ΕΜΠΟΡΟΙ–ΙΔΙΩΤΑΙ [74,1329,340,1350]
papadaki-line3: ΠΩΛΗΣΕΙΣ ΧΟΝΔΡΙΚΗΚΑΙ ΛΙΑΝΙΚΗ [1266,1805,1428,1815]
malkotsi-rep-address: ΗΡΑΚΛΕΙΟΝ ΔΑΙΔΑΛΟΥ 2 [639,1564,677,1579]
sports-col3-intro: Χιλιάδες φιλάθλων ἐψυχήσαντες τὸν ψυθερὸν νοτιὰν ὁ ὁποῖος φυσοῦσε χθὲς ἔσπευσαν εἰς τὸ Γήπεδον Ἡρακλείου διὰ νὰ παρακολουθήσουν τὸν μεγάλον ἀγῶνα πρωταθλήματος μεταξὺ τοῦ Ὀλυμπιακοῦ καὶ τοῦ ΟΦΗ. [1076,131,1285,169]
ship-day2: ΠΑΡΑΣΚΕΥΗ [468,2229,589,2250]
ship-time2: 12 ΜΕΣΗΜΒΡΙΑ ΜΕΣΩ ΣΟΥΔΑΣ ΔΙΑ ΠΕΙΡΑΙΑ [599,2229,1012,2250]
